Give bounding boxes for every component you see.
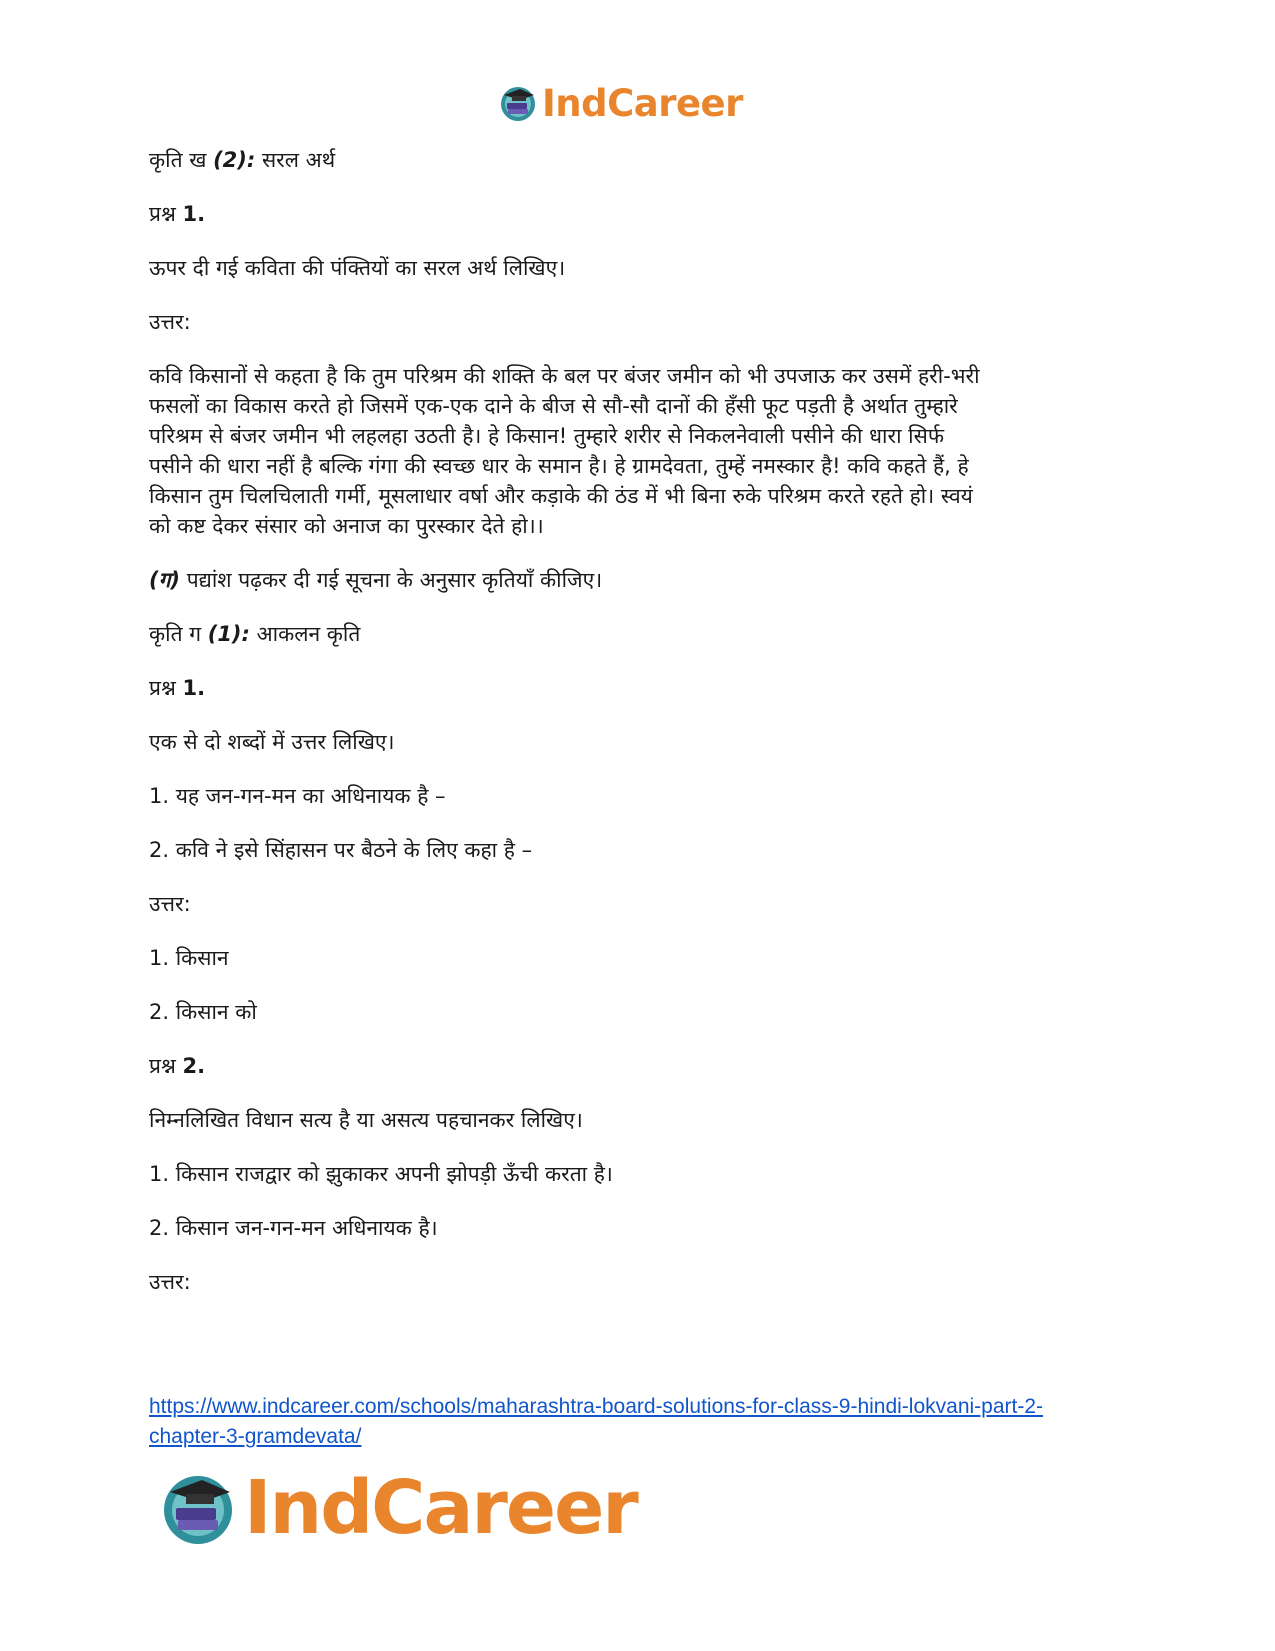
header-logo [498, 80, 743, 126]
source-link[interactable]: https://www.indcareer.com/schools/maharashtra-board-solutions-for-class-9-hindi-lokvani-part-2- chapter-3-gramdevata/ [149, 1395, 1044, 1448]
brand-name: IndCareer [244, 1465, 637, 1551]
list-item: 2. किसान को [149, 1000, 257, 1024]
graduation-cap-globe-icon [158, 1468, 238, 1548]
question-text: निम्नलिखित विधान सत्य है या असत्य पहचानकर लिखिए। [149, 1108, 583, 1132]
brand-name: IndCareer [542, 81, 743, 125]
document-body [149, 145, 1124, 1321]
section-heading: कृति ख (2): सरल अर्थ [149, 148, 336, 172]
question-label: प्रश्न 1. [149, 202, 206, 226]
answer-paragraph: कवि किसानों से कहता है कि तुम परिश्रम की शक्ति के बल पर बंजर जमीन को भी उपजाऊ कर उसमें हरी-भरी फसलों का विकास करते हो जिसमें एक-एक दाने के बीज से सौ-सौ दानों की हँसी फूट पड़ती है अर्थात तुम्हारे परिश्रम से बंजर जमीन भी लहलहा उठती है। हे किसान! तुम्हारे शरीर से निकलनेवाली पसीने की धारा सिर्फ पसीने की धारा नहीं है बल्कि गंगा की स्वच्छ धार के समान है। हे ग्रामदेवता, तुम्हें नमस्कार है! कवि कहते हैं, हे किसान तुम चिलचिलाती गर्मी, मूसलाधार वर्षा और कड़ाके की ठंड में भी बिना रुके परिश्रम करते रहते हो। स्वयं को कष्ट देकर संसार को अनाज का पुरस्कार देते हो।। [149, 364, 980, 538]
graduation-cap-globe-icon [498, 83, 538, 123]
list-item: 2. किसान जन-गन-मन अधिनायक है। [149, 1216, 438, 1240]
list-item: 1. किसान [149, 946, 229, 970]
section-instruction: (ग) पद्यांश पढ़कर दी गई सूचना के अनुसार कृतियाँ कीजिए। [149, 568, 603, 592]
question-label: प्रश्न 1. [149, 676, 206, 700]
list-item: 1. किसान राजद्वार को झुकाकर अपनी झोपड़ी ऊँची करता है। [149, 1162, 613, 1186]
list-item: 1. यह जन-गन-मन का अधिनायक है – [149, 784, 446, 808]
list-item: 2. कवि ने इसे सिंहासन पर बैठने के लिए कहा है – [149, 838, 533, 862]
section-heading: कृति ग (1): आकलन कृति [149, 622, 361, 646]
question-text: ऊपर दी गई कविता की पंक्तियों का सरल अर्थ लिखिए। [149, 256, 566, 280]
question-text: एक से दो शब्दों में उत्तर लिखिए। [149, 730, 395, 754]
answer-label: उत्तर: [149, 310, 191, 334]
answer-label: उत्तर: [149, 1270, 191, 1294]
question-label: प्रश्न 2. [149, 1054, 206, 1078]
answer-label: उत्तर: [149, 892, 191, 916]
footer-logo [158, 1465, 637, 1551]
